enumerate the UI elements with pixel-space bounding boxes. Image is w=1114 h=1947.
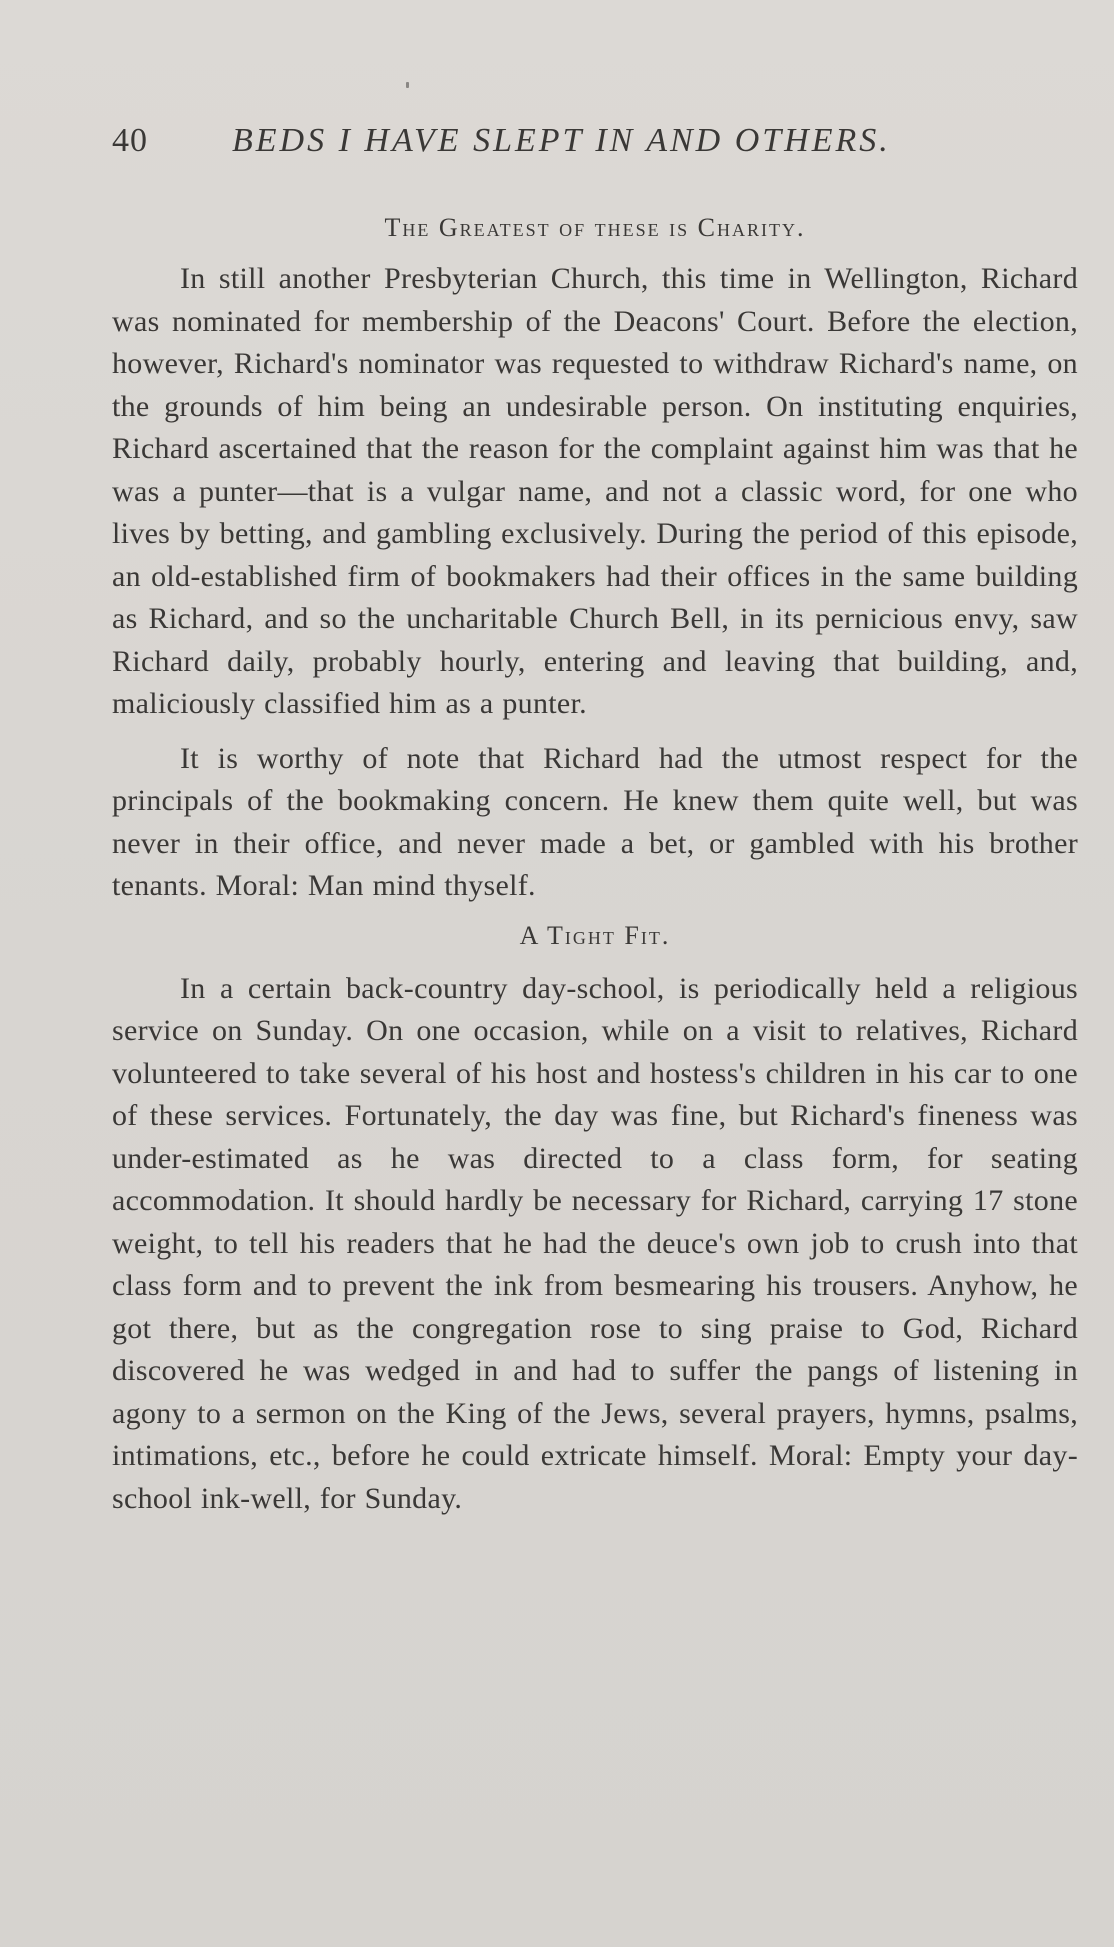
page-header xyxy=(112,122,972,170)
paper-speck xyxy=(406,82,409,88)
page-body xyxy=(112,208,1078,1520)
page-number: 40 xyxy=(112,122,148,159)
paragraph: In a certain back-country day-school, is periodically held a religious service on Sunday. On one occasion, while on a visit to relatives, Richard volunteered to take several of his host and hostess's children in his car to one of these services. Fortunately, the day was fine, but Richard's fineness was under-estimated as he was directed to a class form, for seating accommodation. It should hardly be necessary for Richard, carrying 17 stone weight, to tell his readers that he had the deuce's own job to crush into that class form and to prevent the ink from besmearing his trousers. Anyhow, he got there, but as the congregation rose to sing praise to God, Richard discovered he was wedged in and had to suffer the pangs of listening in agony to a sermon on the King of the Jews, several prayers, hymns, psalms, intimations, etc., before he could extricate himself. Moral: Empty your day-school ink-well, for Sunday. xyxy=(112,971,1078,1515)
paragraph: In still another Presbyterian Church, this time in Wellington, Richard was nominated for membership of the Deacons' Court. Before the election, however, Richard's nominator was requested to withdraw Richard's name, on the grounds of him being an undesirable person. On instituting enquiries, Richard ascertained that the reason for the complaint against him was that he was a punter—that is a vulgar name, and not a classic word, for one who lives by betting, and gambling exclusively. During the period of this episode, an old-established firm of bookmakers had their offices in the same building as Richard, and so the uncharitable Church Bell, in its pernicious envy, saw Richard daily, probably hourly, entering and leaving that building, and, maliciously classified him as a punter. xyxy=(112,262,1078,720)
running-head: BEDS I HAVE SLEPT IN AND OTHERS. xyxy=(232,122,891,159)
paragraph: It is worthy of note that Richard had the utmost respect for the principals of the bookmaking concern. He knew them quite well, but was never in their office, and never made a bet, or gambled with his brother tenants. Moral: Man mind thyself. xyxy=(112,741,1078,902)
section-title-charity: The Greatest of these is Charity. xyxy=(384,213,806,242)
section-title-tight-fit: A Tight Fit. xyxy=(519,920,671,950)
